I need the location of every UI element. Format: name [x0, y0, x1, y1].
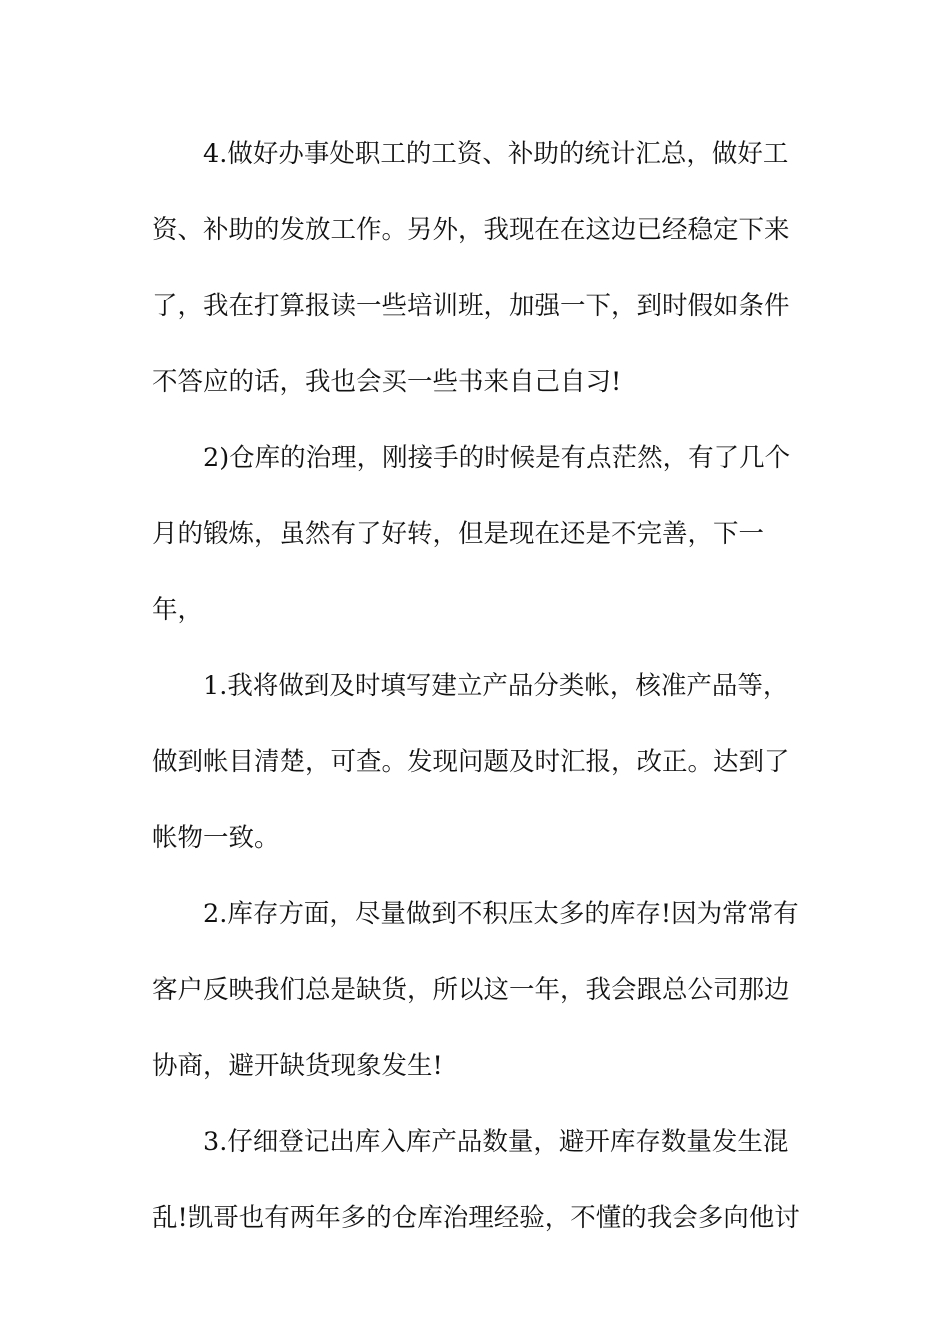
text-line: 4.做好办事处职工的工资、补助的统计汇总，做好工 — [203, 139, 789, 169]
text-line: 月的锻炼，虽然有了好转，但是现在还是不完善，下一 — [152, 519, 765, 549]
text-line: 帐物一致。 — [152, 823, 280, 853]
text-line: 协商，避开缺货现象发生! — [152, 1051, 443, 1081]
text-line: 3.仔细登记出库入库产品数量，避开库存数量发生混 — [203, 1127, 789, 1157]
text-line: 年， — [152, 595, 204, 625]
text-line: 1.我将做到及时填写建立产品分类帐，核准产品等， — [203, 671, 789, 701]
text-line: 资、补助的发放工作。另外，我现在在这边已经稳定下来 — [152, 215, 790, 245]
text-line: 客户反映我们总是缺货，所以这一年，我会跟总公司那边 — [152, 975, 790, 1005]
paragraph-accounts-item — [152, 660, 812, 888]
document-body — [152, 128, 812, 1268]
text-line: 做到帐目清楚，可查。发现问题及时汇报，改正。达到了 — [152, 747, 790, 777]
paragraph-registration-item — [152, 1116, 812, 1268]
paragraph-warehouse-management — [152, 432, 812, 660]
paragraph-inventory-item — [152, 888, 812, 1116]
paragraph-salary-item — [152, 128, 812, 432]
text-line: 乱!凯哥也有两年多的仓库治理经验，不懂的我会多向他讨 — [152, 1203, 800, 1233]
text-line: 2)仓库的治理，刚接手的时候是有点茫然，有了几个 — [203, 443, 791, 473]
text-line: 了，我在打算报读一些培训班，加强一下，到时假如条件 — [152, 291, 790, 321]
text-line: 不答应的话，我也会买一些书来自己自习! — [152, 367, 622, 397]
text-line: 2.库存方面，尽量做到不积压太多的库存!因为常常有 — [203, 899, 799, 929]
